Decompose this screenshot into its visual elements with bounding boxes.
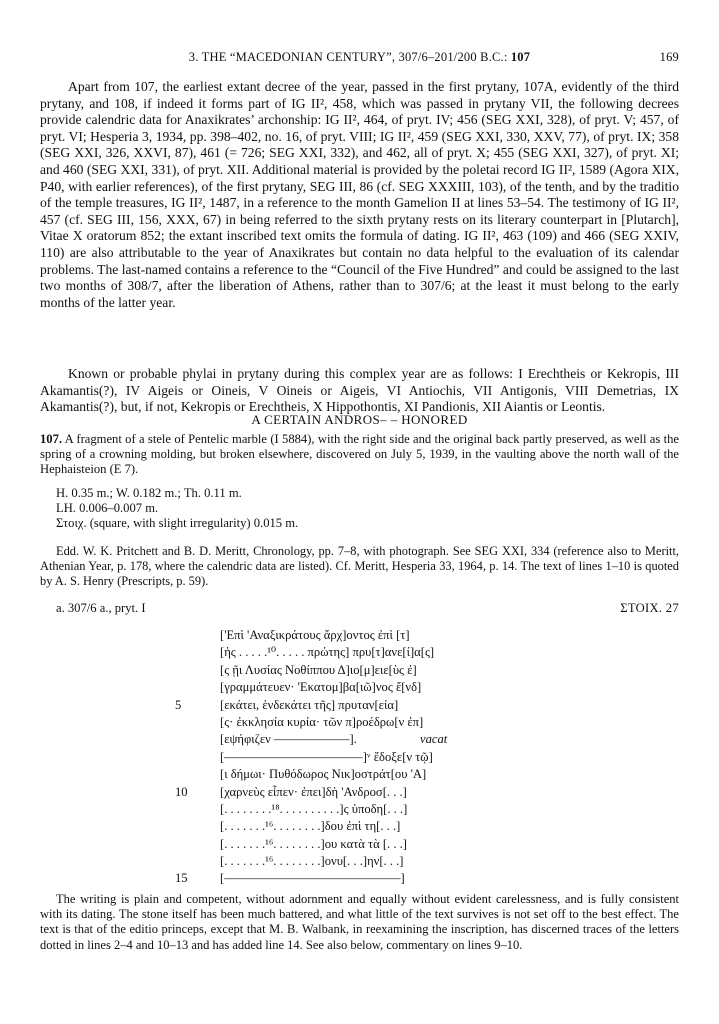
inscription-line bbox=[220, 749, 434, 766]
line-text: [. . . . . . .¹⁶. . . . . . . .]δου ἐπὶ τη[. . .] bbox=[220, 819, 401, 834]
inscription-text bbox=[175, 627, 448, 888]
line-text: [εκάτει, ἑνδεκάτει τῆς] πρυταν[εία] bbox=[220, 697, 399, 712]
inscription-line bbox=[220, 662, 434, 679]
line-number: 15 bbox=[175, 871, 188, 886]
inscription-line bbox=[220, 714, 434, 731]
entry-description bbox=[40, 432, 679, 478]
measurements-dims: H. 0.35 m.; W. 0.182 m.; Th. 0.11 m. bbox=[56, 486, 242, 500]
editions-text: Edd. W. K. Pritchett and B. D. Meritt, Chronology, pp. 7–8, with photograph. See SEG XXI, 334 (reference also to Meritt, Athenian Year, p. 178, where the calendric data are listed). Cf. Meritt, Hesperia 33, 1964, p. 14. The text of lines 1–10 is quoted by A. S. Henry (Prescripts, p. 59). bbox=[40, 544, 679, 588]
measurements bbox=[56, 486, 298, 532]
commentary bbox=[40, 892, 679, 953]
line-text: [ς ῇι Λυσίας Νοθίππου Δ]ιο[μ]ειε[ὺς ἐ] bbox=[220, 662, 417, 677]
inscription-line bbox=[220, 853, 434, 870]
inscription-line bbox=[220, 731, 448, 748]
line-text: [ς· ἐκκλησία κυρία· τῶν π]ροέδρω[ν ἐπ] bbox=[220, 714, 424, 729]
intro-paragraph-2 bbox=[40, 366, 679, 416]
running-head bbox=[40, 50, 679, 68]
line-number: 5 bbox=[175, 697, 182, 712]
entry-number: 107. bbox=[40, 432, 63, 446]
stoich-label: ΣΤΟΙΧ. 27 bbox=[620, 601, 679, 615]
line-text: [. . . . . . .¹⁶. . . . . . . .]ονυ[. . .]ην[. . .] bbox=[220, 854, 404, 869]
line-number: 10 bbox=[175, 784, 188, 799]
line-text: [γραμμάτευεν· 'Εκατομ]βα[ιῶ]νος ἔ[νδ] bbox=[220, 680, 422, 695]
inscription-line bbox=[175, 697, 434, 714]
line-text: [––––––––––––––––––––––]ᵛ ἔδοξε[ν τῷ] bbox=[220, 749, 433, 764]
measurements-letter-height: LH. 0.006–0.007 m. bbox=[56, 501, 159, 516]
inscription-line bbox=[220, 766, 434, 783]
line-text: [ἡς . . . . .¹⁰. . . . . πρώτης] πρυ[τ]ανε[ί]α[ς] bbox=[220, 645, 435, 660]
line-text: [ι δήμωι· Πυθόδωρος Νικ]οστράτ[ου 'Α] bbox=[220, 767, 427, 782]
inscription-line bbox=[220, 627, 434, 644]
inscription-line bbox=[220, 679, 434, 696]
inscription-line bbox=[220, 801, 434, 818]
running-head-number: 107 bbox=[510, 50, 531, 64]
entry-description-text: A fragment of a stele of Pentelic marble (I 5884), with the right side and the original back partly preserved, as well as the spring of a crowning molding, but broken elsewhere, discovered on July 5, 1939, in the vaulting above the north wall of the Hephaisteion (E 7). bbox=[40, 432, 679, 477]
section-heading: A CERTAIN ANDROS– – HONORED bbox=[251, 412, 468, 427]
running-head-title bbox=[40, 50, 679, 65]
intro-paragraph-1 bbox=[40, 79, 679, 311]
vacat-note: vacat bbox=[420, 732, 448, 747]
commentary-text: The writing is plain and competent, without adornment and equally without evident carelessness, and is fully consistent with its dating. The stone itself has been much battered, and what little of the text survives is not set off to the best effect. The text is that of the editio princeps, except that M. B. Walbank, in reexamining the inscription, has discerned traces of the letters dotted in lines 2–4 and 10–13 and has added line 14. See also below, commentary on lines 9–10. bbox=[40, 892, 679, 952]
editions bbox=[40, 544, 679, 589]
date-line: a. 307/6 a., pryt. I bbox=[56, 601, 146, 615]
inscription-line bbox=[175, 870, 434, 887]
inscription-line bbox=[220, 836, 434, 853]
intro-paragraph-2-text: Known or probable phylai in prytany during this complex year are as follows: I Erechtheis or Kekropis, III Akamantis(?), IV Aigeis or Oineis, V Oineis or Aigeis, VI Antiochis, VII Antigonis, VIII Demetrias, IX Akamantis(?), but, if not, Kekropis or Erechtheis, X Hippothontis, XI Pandionis, XII Aiantis or Leontis. bbox=[40, 366, 679, 415]
inscription-line bbox=[175, 784, 434, 801]
line-text: [. . . . . . .¹⁶. . . . . . . .]ου κατὰ τὰ [. . .] bbox=[220, 836, 407, 851]
intro-paragraph-1-text: Apart from 107, the earliest extant decree of the year, passed in the first prytany, 107A, evidently of the third prytany, and 108, if indeed it forms part of IG II², 458, which was passed in prytany VII, the following decrees provide calendric data for Anaxikrates’ archonship: IG II², 464, of pryt. IV; 456 (SEG XXI, 328), of pryt. V; 457, of pryt. VI; Hesperia 3, 1934, pp. 398–402, no. 16, of pryt. VIII; IG II², 459 (SEG XXI, 330, XXV, 77), of pryt. IX; 358 (SEG XXI, 326, XXVI, 87), 461 (= 726; SEG XXI, 332), and 462, all of pryt. X; 455 (SEG XXI, 327), of pryt. XI; and 460 (SEG XXI, 331), of pryt. XII. Additional material is provided by the poletai record IG II², 1589 (Agora XIX, P40, with earlier references), of the first prytany, SEG III, 86 (cf. SEG XXXIII, 103), of the tenth, and by the traditio of the temple treasures, IG II², 1487, in a reference to the month Gamelion II at lines 53–54. The testimony of IG II², 457 (cf. SEG III, 156, XXX, 67) in being referred to the sixth prytany rests on its literary counterpart in [Plutarch], Vitae X oratorum 852; the extant inscribed text omits the formula of dating. IG II², 463 (109) and 466 (SEG XXIV, 110) are also attributable to the year of Anaxikrates but contain no data helpful to the evaluation of its calendar problems. The last-named contains a reference to the “Council of the Five Hundred” and could be assigned to the last two months of 308/7, after the liberation of Athens, rather than to 307/6; at the least it must belong to the early months of the latter year. bbox=[40, 79, 679, 310]
inscription-line bbox=[220, 644, 434, 661]
line-text: ['Επὶ 'Αναξικράτους ἄρχ]οντος ἐπὶ [τ] bbox=[220, 628, 410, 642]
page-number: 169 bbox=[659, 50, 679, 64]
running-head-prefix: 3. THE “MACEDONIAN CENTURY”, 307/6–201/200 B.C.: bbox=[188, 50, 511, 64]
measurements-stoich: Στοιχ. (square, with slight irregularity) 0.015 m. bbox=[56, 516, 299, 531]
line-text: [. . . . . . . .¹⁸. . . . . . . . . .]ς ὑποδη[. . .] bbox=[220, 801, 408, 816]
line-text: [χαρνεὺς εἶπεν· ἐπει]δὴ 'Ανδροσ[. . .] bbox=[220, 784, 407, 799]
line-text: [εψήφιζεν ––––––––––––]. bbox=[220, 732, 357, 747]
inscription-line bbox=[220, 818, 434, 835]
line-text: [––––––––––––––––––––––––––––] bbox=[220, 871, 405, 886]
